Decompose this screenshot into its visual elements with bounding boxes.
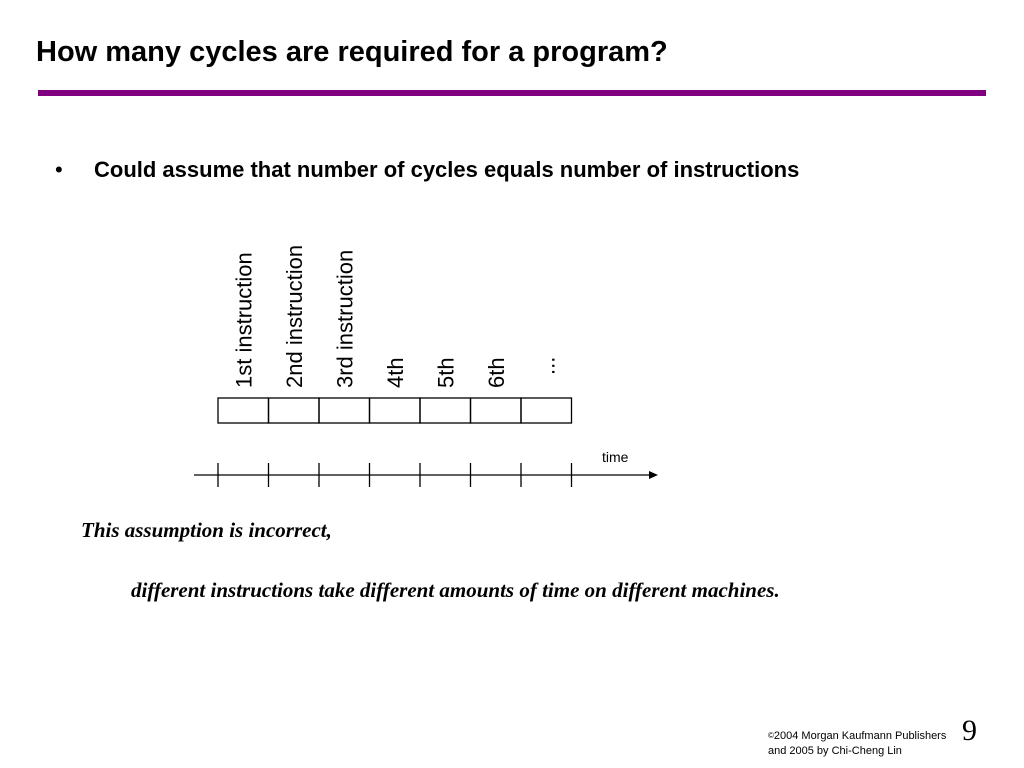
instruction-cell: [521, 398, 572, 423]
instruction-label: ...: [534, 356, 560, 375]
footer-publisher: 2004 Morgan Kaufmann Publishers: [773, 730, 947, 742]
instruction-cell: [269, 398, 320, 423]
slide-title: How many cycles are required for a program?: [36, 36, 668, 68]
footer-line-1: [768, 728, 946, 744]
instruction-cell: [471, 398, 522, 423]
bullet-icon: •: [55, 157, 63, 182]
footer-credits: [768, 728, 946, 759]
instruction-label: 2nd instruction: [281, 244, 307, 388]
footer-line-2: and 2005 by Chi-Cheng Lin: [768, 745, 902, 757]
instruction-cell: [319, 398, 370, 423]
instruction-label: 6th: [483, 357, 509, 388]
instruction-label: 5th: [433, 357, 459, 388]
explanation-note: different instructions take different amounts of time on different machines.: [131, 578, 780, 602]
instruction-label: 3rd instruction: [332, 249, 358, 388]
assumption-note: This assumption is incorrect,: [81, 518, 332, 542]
bullet-text: Could assume that number of cycles equals number of instructions: [94, 157, 800, 182]
instruction-cell: [370, 398, 421, 423]
instruction-label: 4th: [382, 357, 408, 388]
instruction-label: 1st instruction: [231, 252, 257, 388]
instruction-cell: [218, 398, 269, 423]
instruction-cell: [420, 398, 471, 423]
page-number: 9: [962, 714, 977, 747]
time-axis-label: time: [602, 449, 629, 465]
copyright-icon: ©: [768, 731, 774, 740]
arrow-right-icon: [649, 471, 658, 479]
